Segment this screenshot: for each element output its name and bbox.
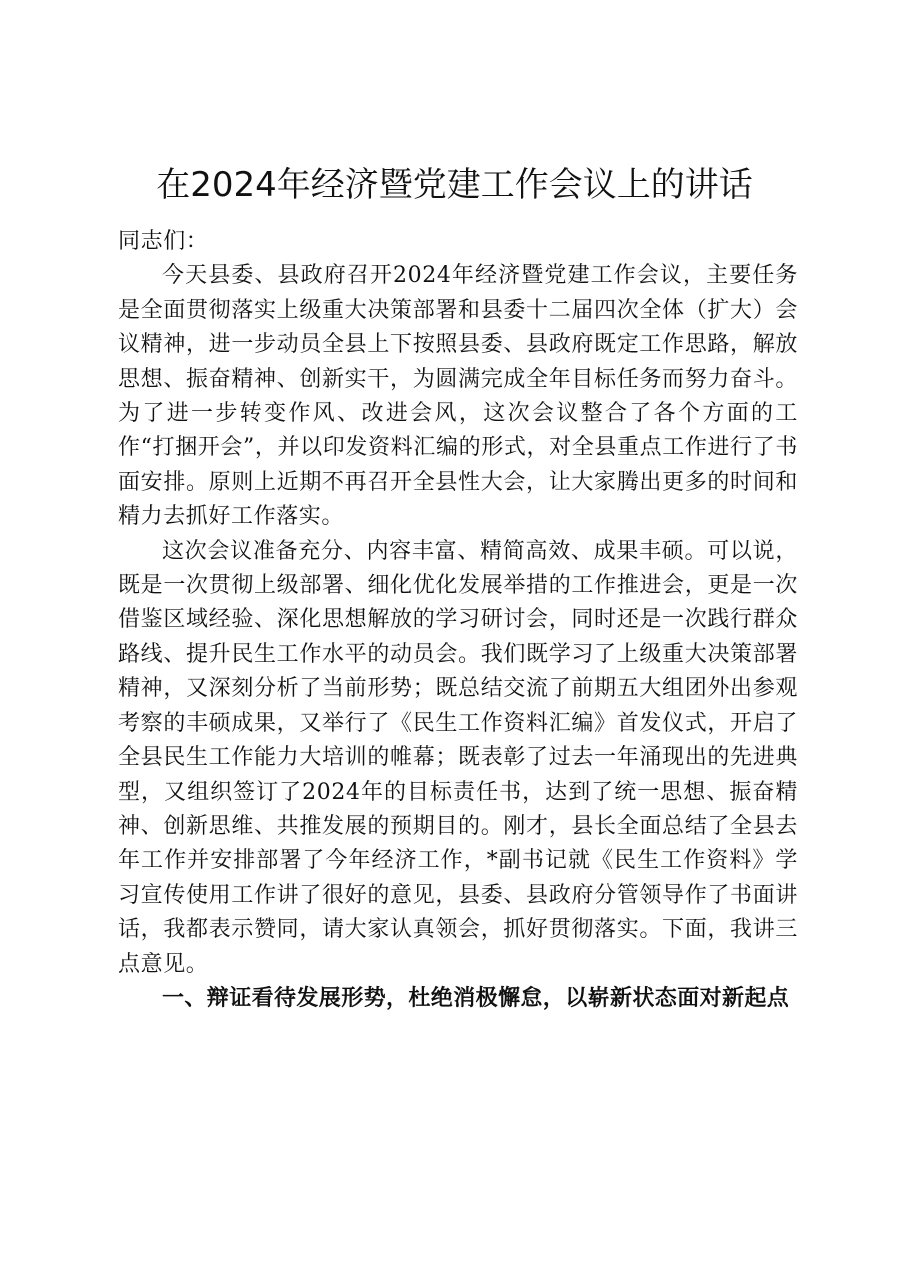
- document-title: 在2024年经济暨党建工作会议上的讲话: [156, 165, 753, 205]
- paragraph-meeting-summary: 这次会议准备充分、内容丰富、精简高效、成果丰硕。可以说，既是一次贯彻上级部署、细化优化发展举措的工作推进会，更是一次借鉴区域经验、深化思想解放的学习研讨会，同时还是一次践行群众路线、提升民生工作水平的动员会。我们既学习了上级重大决策部署精神，又深刻分析了当前形势；既总结交流了前期五大组团外出参观考察的丰硕成果，又举行了《民生工作资料汇编》首发仪式，开启了全县民生工作能力大培训的帷幕；既表彰了过去一年涌现出的先进典型，又组织签订了2024年的目标责任书，达到了统一思想、振奋精神、创新思维、共推发展的预期目的。刚才，县长全面总结了全县去年工作并安排部署了今年经济工作，*副书记就《民生工作资料》学习宣传使用工作讲了很好的意见，县委、县政府分管领导作了书面讲话，我都表示赞同，请大家认真领会，抓好贯彻落实。下面，我讲三点意见。: [118, 538, 798, 977]
- section-heading-1: 一、辩证看待发展形势，杜绝消极懈怠，以崭新状态面对新起点: [162, 985, 790, 1011]
- document-body: [118, 225, 798, 1016]
- salutation: 同志们：: [118, 229, 209, 254]
- paragraph-intro: 今天县委、县政府召开2024年经济暨党建工作会议，主要任务是全面贯彻落实上级重大决策部署和县委十二届四次全体（扩大）会议精神，进一步动员全县上下按照县委、县政府既定工作思路，解放思想、振奋精神、创新实干，为圆满完成全年目标任务而努力奋斗。为了进一步转变作风、改进会风，这次会议整合了各个方面的工作“打捆开会”，并以印发资料汇编的形式，对全县重点工作进行了书面安排。原则上近期不再召开全县性大会，让大家腾出更多的时间和精力去抓好工作落实。: [118, 263, 798, 530]
